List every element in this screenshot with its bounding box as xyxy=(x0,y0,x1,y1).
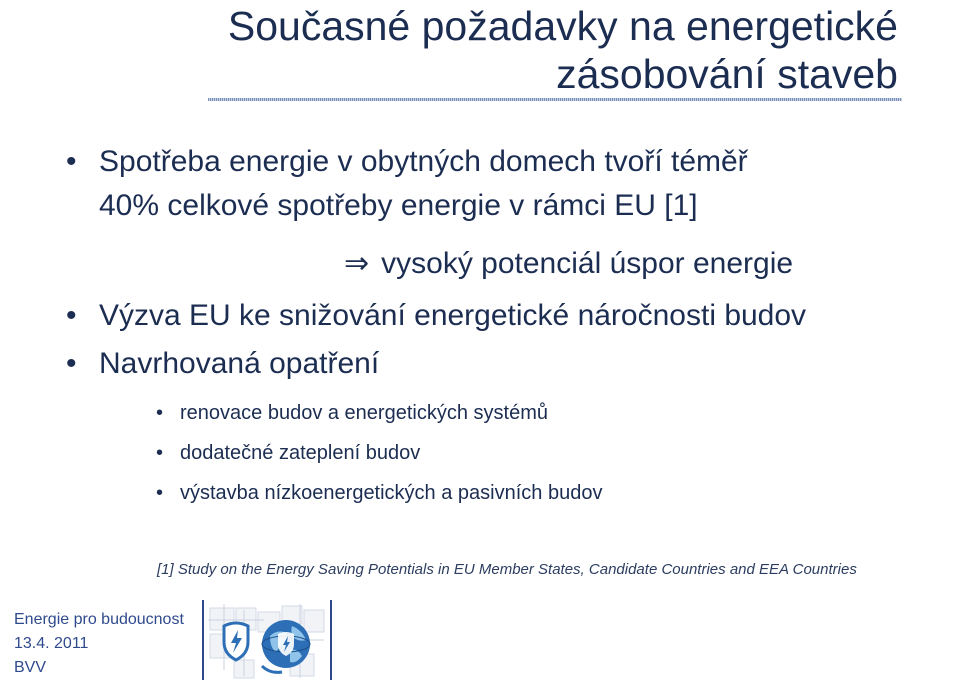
sub-bullet-list xyxy=(156,393,602,513)
footer-event-name: Energie pro budoucnost xyxy=(14,611,184,628)
bullet-text: Výzva EU ke snižování energetické náročnosti budov xyxy=(99,299,807,332)
bullet-item xyxy=(66,294,806,338)
slide-title xyxy=(228,2,898,98)
event-logo xyxy=(202,600,332,680)
footer-event-venue: BVV xyxy=(14,659,47,676)
sub-bullet-item xyxy=(156,433,602,473)
implication-text: vysoký potenciál úspor energie xyxy=(381,247,794,280)
sub-bullet-text: dodatečné zateplení budov xyxy=(180,442,421,464)
implies-arrow-icon: ⇒ xyxy=(344,246,370,281)
main-bullet-list xyxy=(66,140,748,228)
title-underline xyxy=(208,98,902,101)
sub-bullet-item xyxy=(156,393,602,433)
bullet-text-line-2: 40% celkové spotřeby energie v rámci EU [1] xyxy=(99,189,698,222)
bullet-text-line-1: Spotřeba energie v obytných domech tvoří téměř xyxy=(99,145,748,178)
implication-line xyxy=(344,242,793,286)
reference-note: [1] Study on the Energy Saving Potentials in EU Member States, Candidate Countries and EEA Countries xyxy=(157,561,857,578)
bullet-text: Navrhovaná opatření xyxy=(99,347,380,380)
sub-bullet-icon: • xyxy=(156,442,164,464)
footer-event-info xyxy=(14,608,184,680)
main-bullet-list-2 xyxy=(66,294,806,386)
shield-icon xyxy=(224,623,248,660)
footer-event-date: 13.4. 2011 xyxy=(14,635,89,652)
sub-bullet-item xyxy=(156,473,602,513)
bullet-icon: • xyxy=(66,347,77,380)
bullet-item xyxy=(66,140,748,228)
sub-bullet-icon: • xyxy=(156,402,164,424)
globe-icon xyxy=(262,620,310,668)
title-line-2: zásobování staveb xyxy=(556,51,898,97)
bullet-item xyxy=(66,342,806,386)
bullet-icon: • xyxy=(66,145,77,178)
sub-bullet-text: výstavba nízkoenergetických a pasivních budov xyxy=(180,482,603,504)
title-line-1: Současné požadavky na energetické xyxy=(227,3,898,49)
event-logo-graphic xyxy=(204,600,330,680)
bullet-icon: • xyxy=(66,299,77,332)
sub-bullet-icon: • xyxy=(156,482,164,504)
logo-swoosh xyxy=(262,666,282,672)
sub-bullet-text: renovace budov a energetických systémů xyxy=(180,402,548,424)
